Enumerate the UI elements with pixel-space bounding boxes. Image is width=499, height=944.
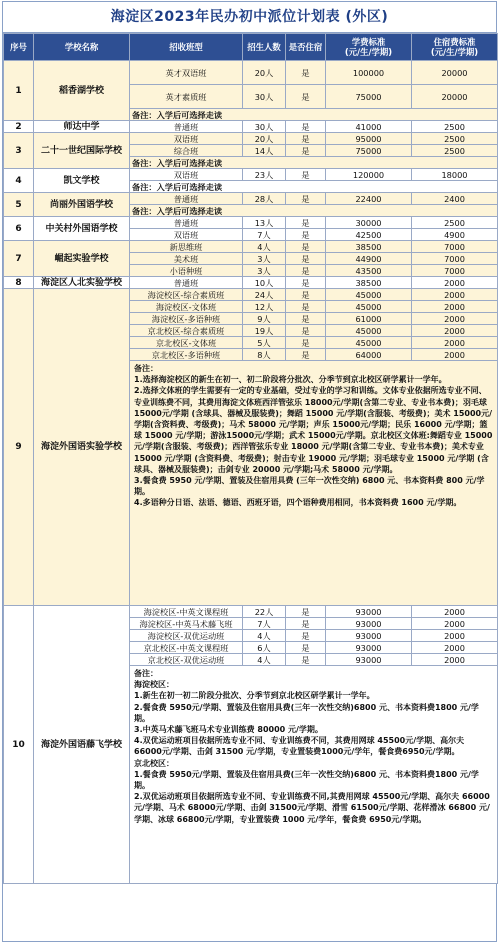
- school-name: 海淀外国语藤飞学校: [34, 606, 130, 884]
- school-index: 8: [4, 277, 34, 289]
- school-name: 海淀区人北实验学校: [34, 277, 130, 289]
- note-line: 2.选择文体班的学生需要有一定的专业基础，受过专业的学习和训练。文体专业依据所选专业不同、专业训练费不同，其费用海淀文体班西洋管弦乐 18000元/学期(含第二专业、专业书本费)；羽毛球 15000元/学期 (含球具、器械及服装费)；舞蹈 15000 元/学期(含服装、考级费)；美术 15000元/学期(含资料费、考级费)；马术 58000 元/学期；声乐 15000元/学期；民乐 16000 元/学期；篮球 15000 元/学期；游泳15000元/学期；武术 15000元/学期。京北校区文体班:舞蹈专业 15000元/学期(含服装、考级费)；西洋管弦乐专业 18000 元/学期(含第二专业、专业书本费)；美术专业 15000 元/学期 (含资料费、考级费)；射击专业 19000 元/学期；羽毛球专业 15000 元/学期 (含球具、器械及服装费)；击剑专业 20000 元/学期;马术 58000 元/学期。: [134, 386, 493, 474]
- boarding-cell: 是: [286, 349, 326, 361]
- col-header-index: 序号: [4, 34, 34, 61]
- boarding-cell: 是: [286, 289, 326, 301]
- col-header-boarding: 是否住宿: [286, 34, 326, 61]
- table-row: [4, 193, 498, 205]
- table-row: [4, 277, 498, 289]
- tuition-cell: 75000: [326, 85, 412, 109]
- note-line: 3.中英马术藤飞班马术专业训练费 80000 元/学期。: [134, 725, 323, 735]
- boarding-fee-cell: 7000: [412, 265, 498, 277]
- boarding-fee-cell: 7000: [412, 253, 498, 265]
- class-type-cell: 海淀校区-中英马术藤飞班: [130, 618, 243, 630]
- plan-document: [2, 1, 497, 942]
- school-index: 3: [4, 133, 34, 169]
- boarding-fee-cell: 2500: [412, 217, 498, 229]
- class-type-cell: 小语种班: [130, 265, 243, 277]
- boarding-cell: 是: [286, 337, 326, 349]
- tuition-cell: 100000: [326, 61, 412, 85]
- school-index: 4: [4, 169, 34, 193]
- enrollment-cell: 10人: [243, 277, 286, 289]
- class-type-cell: 综合班: [130, 145, 243, 157]
- note-line: 4.双优运动班项目依据所选专业不同、专业训练费不同，其费用网球 45500元/学期、高尔夫 66000元/学期、击剑 31500 元/学期，专业置装费1000元/学年，餐食费6950元/学期。: [134, 736, 465, 757]
- enrollment-cell: 4人: [243, 241, 286, 253]
- boarding-fee-cell: 20000: [412, 61, 498, 85]
- boarding-fee-cell: 2000: [412, 301, 498, 313]
- boarding-cell: 是: [286, 630, 326, 642]
- boarding-cell: 是: [286, 654, 326, 666]
- page-title: 海淀区2023年民办初中派位计划表 (外区): [3, 2, 496, 33]
- class-type-cell: 普通班: [130, 193, 243, 205]
- tuition-cell: 44900: [326, 253, 412, 265]
- enrollment-cell: 23人: [243, 169, 286, 181]
- boarding-fee-cell: 2000: [412, 642, 498, 654]
- tuition-cell: 120000: [326, 169, 412, 181]
- class-type-cell: 海淀校区-多语种班: [130, 313, 243, 325]
- boarding-cell: 是: [286, 301, 326, 313]
- class-type-cell: 京北校区-双优运动班: [130, 654, 243, 666]
- note-text: 备注：入学后可选择走读: [130, 205, 498, 217]
- boarding-fee-cell: 2000: [412, 313, 498, 325]
- boarding-cell: 是: [286, 277, 326, 289]
- class-type-cell: 双语班: [130, 229, 243, 241]
- boarding-fee-cell: 2500: [412, 145, 498, 157]
- class-type-cell: 双语班: [130, 133, 243, 145]
- tuition-cell: 75000: [326, 145, 412, 157]
- enrollment-cell: 14人: [243, 145, 286, 157]
- boarding-cell: 是: [286, 217, 326, 229]
- enrollment-cell: 4人: [243, 630, 286, 642]
- enrollment-cell: 6人: [243, 642, 286, 654]
- tuition-cell: 61000: [326, 313, 412, 325]
- school-index: 6: [4, 217, 34, 241]
- class-type-cell: 京北校区-综合素质班: [130, 325, 243, 337]
- enrollment-cell: 7人: [243, 229, 286, 241]
- boarding-cell: 是: [286, 313, 326, 325]
- school-index: 2: [4, 121, 34, 133]
- school-index: 1: [4, 61, 34, 121]
- boarding-fee-cell: 2000: [412, 325, 498, 337]
- boarding-fee-cell: 2000: [412, 606, 498, 618]
- boarding-cell: 是: [286, 253, 326, 265]
- enrollment-cell: 8人: [243, 349, 286, 361]
- enrollment-cell: 4人: [243, 654, 286, 666]
- boarding-fee-cell: 7000: [412, 241, 498, 253]
- enrollment-cell: 3人: [243, 253, 286, 265]
- note-line: 2.餐食费 5950元/学期、置装及住宿用具费(三年一次性交纳)6800 元、书本资料费1800 元/学期。: [134, 702, 479, 723]
- tuition-cell: 42500: [326, 229, 412, 241]
- enrollment-cell: 9人: [243, 313, 286, 325]
- class-type-cell: 京北校区-文体班: [130, 337, 243, 349]
- class-type-cell: 英才素质班: [130, 85, 243, 109]
- boarding-fee-cell: 2000: [412, 349, 498, 361]
- class-type-cell: 普通班: [130, 121, 243, 133]
- tuition-cell: 93000: [326, 606, 412, 618]
- school-name: 尚丽外国语学校: [34, 193, 130, 217]
- note-text: 备注：入学后可选择走读: [130, 157, 498, 169]
- boarding-fee-cell: 18000: [412, 169, 498, 181]
- enrollment-cell: 12人: [243, 301, 286, 313]
- table-row: [4, 61, 498, 85]
- boarding-fee-cell: 2000: [412, 277, 498, 289]
- tuition-cell: 22400: [326, 193, 412, 205]
- class-type-cell: 英才双语班: [130, 61, 243, 85]
- boarding-cell: 是: [286, 229, 326, 241]
- class-type-cell: 京北校区-中英文课程班: [130, 642, 243, 654]
- table-row: [4, 133, 498, 145]
- table-row: [4, 606, 498, 618]
- enrollment-cell: 13人: [243, 217, 286, 229]
- note-line: 1.餐食费 5950元/学期、置装及住宿用具费(三年一次性交纳)6800 元、书本资料费1800 元/学期。: [134, 769, 479, 791]
- col-header-enrollment: 招生人数: [243, 34, 286, 61]
- header-row: [4, 34, 498, 61]
- enrollment-cell: 20人: [243, 61, 286, 85]
- note-block: [130, 666, 498, 884]
- tuition-cell: 95000: [326, 133, 412, 145]
- note-line: 3.餐食费 5950 元/学期、置装及住宿用具费 (三年一次性交纳) 6800 元、书本资料费 800 元/学期。: [134, 476, 485, 497]
- class-type-cell: 海淀校区-中英文课程班: [130, 606, 243, 618]
- note-line: 海淀校区：: [134, 680, 174, 690]
- school-name: 二十一世纪国际学校: [34, 133, 130, 169]
- school-name: 师达中学: [34, 121, 130, 133]
- boarding-fee-cell: 2500: [412, 121, 498, 133]
- tuition-cell: 41000: [326, 121, 412, 133]
- boarding-cell: 是: [286, 606, 326, 618]
- school-name: 凯文学校: [34, 169, 130, 193]
- boarding-cell: 是: [286, 193, 326, 205]
- tuition-cell: 45000: [326, 337, 412, 349]
- boarding-fee-cell: 2000: [412, 337, 498, 349]
- boarding-cell: 是: [286, 85, 326, 109]
- col-header-class-type: 招收班型: [130, 34, 243, 61]
- table-row: [4, 241, 498, 253]
- class-type-cell: 美术班: [130, 253, 243, 265]
- tuition-cell: 30000: [326, 217, 412, 229]
- class-type-cell: 海淀校区-双优运动班: [130, 630, 243, 642]
- tuition-cell: 45000: [326, 289, 412, 301]
- plan-table: [3, 33, 498, 884]
- enrollment-cell: 7人: [243, 618, 286, 630]
- enrollment-cell: 22人: [243, 606, 286, 618]
- boarding-fee-cell: 2500: [412, 133, 498, 145]
- school-index: 9: [4, 289, 34, 606]
- school-index: 5: [4, 193, 34, 217]
- tuition-cell: 38500: [326, 277, 412, 289]
- boarding-cell: 是: [286, 169, 326, 181]
- enrollment-cell: 30人: [243, 85, 286, 109]
- enrollment-cell: 28人: [243, 193, 286, 205]
- class-type-cell: 京北校区-多语种班: [130, 349, 243, 361]
- tuition-cell: 45000: [326, 301, 412, 313]
- boarding-fee-cell: 2000: [412, 654, 498, 666]
- enrollment-cell: 24人: [243, 289, 286, 301]
- boarding-fee-cell: 20000: [412, 85, 498, 109]
- table-row: [4, 289, 498, 301]
- boarding-cell: 是: [286, 145, 326, 157]
- note-text: 备注：入学后可选择走读: [130, 109, 498, 121]
- table-row: [4, 169, 498, 181]
- tuition-cell: 93000: [326, 618, 412, 630]
- col-header-school: 学校名称: [34, 34, 130, 61]
- enrollment-cell: 3人: [243, 265, 286, 277]
- boarding-cell: 是: [286, 265, 326, 277]
- enrollment-cell: 19人: [243, 325, 286, 337]
- tuition-cell: 93000: [326, 654, 412, 666]
- tuition-cell: 45000: [326, 325, 412, 337]
- note-line: 备注：: [134, 669, 158, 678]
- enrollment-cell: 5人: [243, 337, 286, 349]
- class-type-cell: 新思维班: [130, 241, 243, 253]
- col-header-boarding-fee: 住宿费标准 (元/生/学期): [412, 34, 498, 61]
- class-type-cell: 海淀校区-综合素质班: [130, 289, 243, 301]
- tuition-cell: 38500: [326, 241, 412, 253]
- boarding-cell: 是: [286, 61, 326, 85]
- enrollment-cell: 20人: [243, 133, 286, 145]
- boarding-fee-cell: 2000: [412, 630, 498, 642]
- boarding-fee-cell: 2000: [412, 289, 498, 301]
- table-row: [4, 121, 498, 133]
- school-name: 海淀外国语实验学校: [34, 289, 130, 606]
- note-line: 4.多语种分日语、法语、德语、西班牙语，四个语种费用相同，书本资料费 1600 元/学期。: [134, 498, 462, 508]
- boarding-cell: 是: [286, 618, 326, 630]
- note-line: 1.选择海淀校区的新生在初一、初二阶段将分批次、分季节到京北校区研学累计一学年。: [134, 375, 447, 385]
- tuition-cell: 43500: [326, 265, 412, 277]
- tuition-cell: 93000: [326, 642, 412, 654]
- school-index: 10: [4, 606, 34, 884]
- note-line: 备注：: [134, 364, 158, 373]
- note-line: 1.新生在初一初二阶段分批次、分季节到京北校区研学累计一学年。: [134, 691, 375, 701]
- enrollment-cell: 30人: [243, 121, 286, 133]
- table-row: [4, 217, 498, 229]
- boarding-fee-cell: 2400: [412, 193, 498, 205]
- school-name: 中关村外国语学校: [34, 217, 130, 241]
- note-line: 京北校区：: [134, 758, 174, 768]
- col-header-tuition: 学费标准 (元/生/学期): [326, 34, 412, 61]
- boarding-cell: 是: [286, 325, 326, 337]
- note-line: 2.双优运动班项目依据所选专业不同、专业训练费不同,其费用网球 45500元/学期、高尔夫 66000元/学期、马术 68000元/学期、击剑 31500元/学期、滑雪 61500元/学期、花样滑冰 66800 元/学期、冰球 66800元/学期，专业置装费 1000 元/学年，餐食费 6950元/学期。: [134, 792, 490, 824]
- boarding-cell: 是: [286, 121, 326, 133]
- school-name: 崛起实验学校: [34, 241, 130, 277]
- class-type-cell: 海淀校区-文体班: [130, 301, 243, 313]
- note-block: [130, 361, 498, 606]
- boarding-cell: 是: [286, 241, 326, 253]
- class-type-cell: 普通班: [130, 277, 243, 289]
- boarding-fee-cell: 4900: [412, 229, 498, 241]
- boarding-fee-cell: 2000: [412, 618, 498, 630]
- tuition-cell: 64000: [326, 349, 412, 361]
- boarding-cell: 是: [286, 133, 326, 145]
- school-index: 7: [4, 241, 34, 277]
- school-name: 稻香湖学校: [34, 61, 130, 121]
- class-type-cell: 双语班: [130, 169, 243, 181]
- note-text: 备注：入学后可选择走读: [130, 181, 498, 193]
- class-type-cell: 普通班: [130, 217, 243, 229]
- boarding-cell: 是: [286, 642, 326, 654]
- tuition-cell: 93000: [326, 630, 412, 642]
